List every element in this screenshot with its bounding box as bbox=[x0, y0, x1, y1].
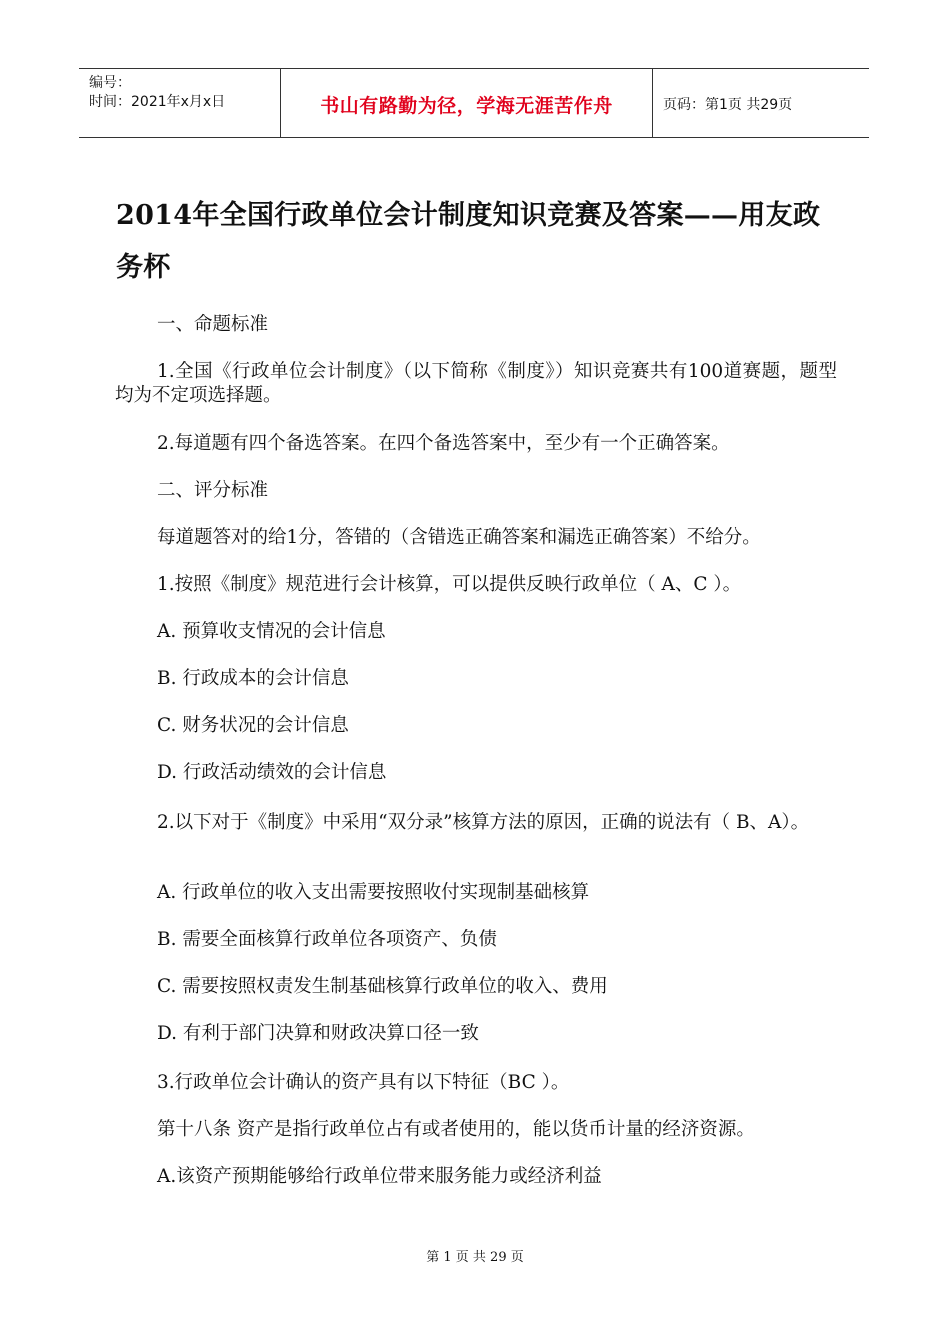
question-2: 2.以下对于《制度》中采用“双分录”核算方法的原因，正确的说法有（ B、A）。 bbox=[157, 812, 810, 833]
option-c: C. 财务状况的会计信息 bbox=[157, 715, 349, 736]
header-motto-cell bbox=[281, 69, 653, 137]
paragraph: 第十八条 资产是指行政单位占有或者使用的，能以货币计量的经济资源。 bbox=[157, 1119, 755, 1140]
paragraph: 2.每道题有四个备选答案。在四个备选答案中，至少有一个正确答案。 bbox=[157, 433, 730, 454]
question-3: 3.行政单位会计确认的资产具有以下特征（BC ）。 bbox=[157, 1072, 570, 1093]
paragraph: 1.全国《行政单位会计制度》（以下简称《制度》）知识竞赛共有100道赛题，题型均为不定项选择题。 bbox=[115, 361, 837, 406]
option-b: B. 行政成本的会计信息 bbox=[157, 668, 349, 689]
paragraph: 每道题答对的给1分，答错的（含错选正确答案和漏选正确答案）不给分。 bbox=[157, 527, 761, 548]
option-a: A. 预算收支情况的会计信息 bbox=[157, 621, 386, 642]
page-number-label: 页码：第1页 共29页 bbox=[663, 97, 793, 113]
question-1: 1.按照《制度》规范进行会计核算，可以提供反映行政单位（ A、C ）。 bbox=[157, 574, 742, 595]
section-heading: 二、评分标准 bbox=[157, 480, 269, 501]
header-page-cell bbox=[653, 69, 869, 137]
number-label: 编号： bbox=[89, 75, 131, 91]
option-c: C. 需要按照权责发生制基础核算行政单位的收入、费用 bbox=[157, 976, 608, 997]
header-meta-cell bbox=[79, 69, 281, 137]
option-a: A.该资产预期能够给行政单位带来服务能力或经济利益 bbox=[157, 1166, 602, 1187]
motto: 书山有路勤为径，学海无涯苦作舟 bbox=[320, 95, 613, 117]
page-header bbox=[79, 68, 869, 138]
page-footer: 第 1 页 共 29 页 bbox=[426, 1250, 524, 1265]
option-d: D. 行政活动绩效的会计信息 bbox=[157, 762, 387, 783]
time-label: 时间：2021年x月x日 bbox=[89, 94, 226, 110]
option-d: D. 有利于部门决算和财政决算口径一致 bbox=[157, 1023, 479, 1044]
option-b: B. 需要全面核算行政单位各项资产、负债 bbox=[157, 929, 497, 950]
option-a: A. 行政单位的收入支出需要按照收付实现制基础核算 bbox=[157, 882, 590, 903]
document-title: 2014年全国行政单位会计制度知识竞赛及答案——用友政务杯 bbox=[116, 200, 821, 283]
section-heading: 一、命题标准 bbox=[157, 314, 269, 335]
